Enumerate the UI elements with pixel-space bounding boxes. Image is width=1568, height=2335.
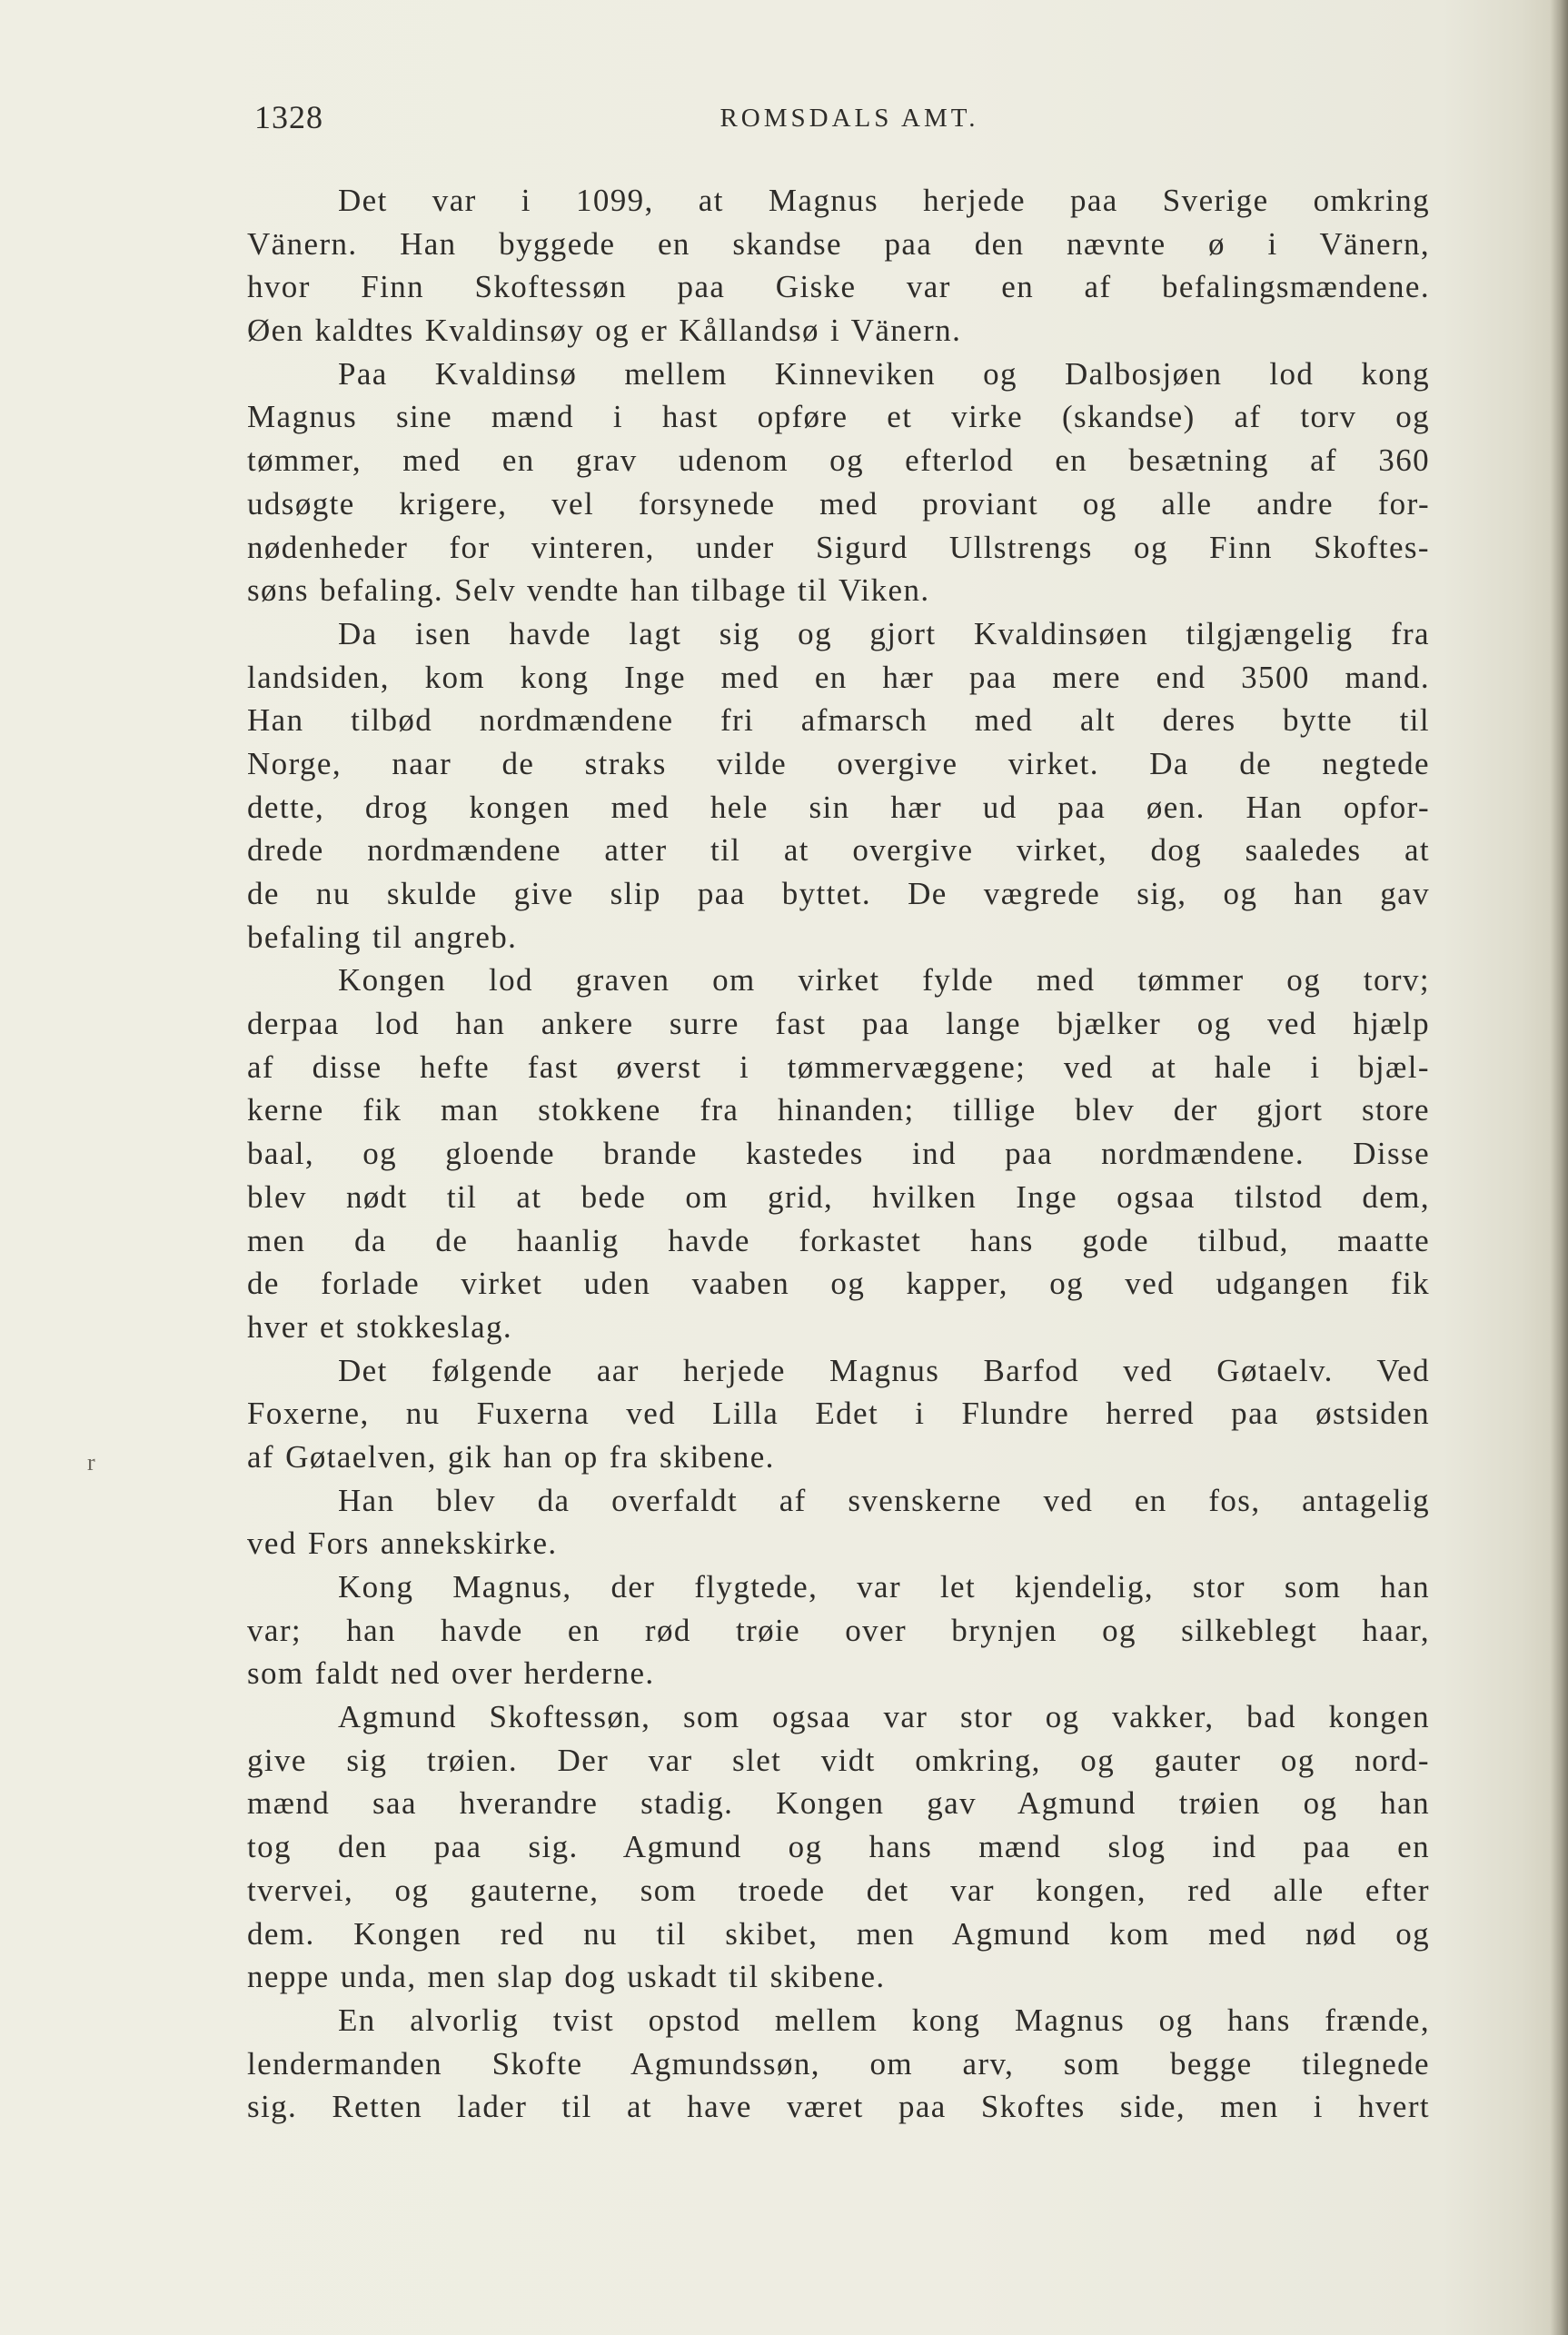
text-line: landsiden, kom kong Inge med en hær paa mere end 3500 mand.: [247, 659, 1430, 695]
text-line: befaling til angreb.: [247, 919, 518, 955]
text-line: Han tilbød nordmændene fri afmarsch med alt deres bytte til: [247, 702, 1430, 739]
text-line: hvor Finn Skoftessøn paa Giske var en af befalingsmændene.: [247, 269, 1430, 305]
text-line: baal, og gloende brande kastedes ind paa nordmændene. Disse: [247, 1136, 1430, 1172]
text-line: sig. Retten lader til at have været paa Skoftes side, men i hvert: [247, 2089, 1430, 2125]
text-line: Norge, naar de straks vilde overgive virket. Da de negtede: [247, 745, 1430, 781]
text-line: En alvorlig tvist opstod mellem kong Magnus og hans frænde,: [338, 2002, 1430, 2038]
text-line: Det var i 1099, at Magnus herjede paa Sverige omkring: [338, 183, 1430, 218]
text-line: Det følgende aar herjede Magnus Barfod ved Gøtaelv. Ved: [338, 1352, 1430, 1388]
text-line: de nu skulde give slip paa byttet. De vægrede sig, og han gav: [247, 876, 1430, 911]
text-line: ved Fors annekskirke.: [247, 1525, 558, 1562]
text-line: Øen kaldtes Kvaldinsøy og er Kållandsø i Vänern.: [247, 313, 962, 349]
running-head: ROMSDALS AMT.: [719, 104, 979, 133]
text-line: dem. Kongen red nu til skibet, men Agmund kom med nød og: [247, 1915, 1430, 1952]
text-line: derpaa lod han ankere surre fast paa lange bjælker og ved hjælp: [247, 1006, 1430, 1042]
body-text: [247, 179, 1430, 2129]
text-line: Foxerne, nu Fuxerna ved Lilla Edet i Flundre herred paa østsiden: [247, 1396, 1430, 1432]
text-line: Agmund Skoftessøn, som ogsaa var stor og vakker, bad kongen: [338, 1699, 1430, 1735]
text-line: hver et stokkeslag.: [247, 1308, 513, 1345]
text-line: Han blev da overfaldt af svenskerne ved en fos, antagelig: [338, 1482, 1430, 1518]
text-line: udsøgte krigere, vel forsynede med proviant og alle andre for-: [247, 485, 1430, 522]
text-line: Da isen havde lagt sig og gjort Kvaldinsøen tilgjængelig fra: [338, 615, 1430, 651]
text-line: drede nordmændene atter til at overgive virket, dog saaledes at: [247, 832, 1430, 869]
text-line: Kong Magnus, der flygtede, var let kjendelig, stor som han: [338, 1569, 1430, 1605]
text-line: give sig trøien. Der var slet vidt omkring, og gauter og nord-: [247, 1742, 1430, 1778]
text-line: Vänern. Han byggede en skandse paa den nævnte ø i Vänern,: [247, 225, 1430, 262]
text-line: neppe unda, men slap dog uskadt til skibene.: [247, 1959, 886, 1995]
text-line: tvervei, og gauterne, som troede det var kongen, red alle efter: [247, 1872, 1430, 1908]
text-line: Magnus sine mænd i hast opføre et virke (skandse) af torv og: [247, 399, 1430, 435]
text-line: dette, drog kongen med hele sin hær ud paa øen. Han opfor-: [247, 789, 1430, 825]
text-line: tømmer, med en grav udenom og efterlod en besætning af 360: [247, 442, 1430, 479]
text-line: blev nødt til at bede om grid, hvilken Inge ogsaa tilstod dem,: [247, 1178, 1430, 1215]
page-header: [254, 98, 1444, 144]
page-number: 1328: [254, 99, 323, 135]
text-line: søns befaling. Selv vendte han tilbage til Viken.: [247, 572, 930, 609]
text-line: de forlade virket uden vaaben og kapper, og ved udgangen fik: [247, 1266, 1430, 1302]
text-line: af disse hefte fast øverst i tømmervæggene; ved at hale i bjæl-: [247, 1048, 1430, 1085]
text-line: som faldt ned over herderne.: [247, 1655, 655, 1692]
text-line: mænd saa hverandre stadig. Kongen gav Agmund trøien og han: [247, 1785, 1430, 1822]
text-line: Paa Kvaldinsø mellem Kinneviken og Dalbosjøen lod kong: [338, 355, 1430, 392]
page-edge: [1550, 0, 1568, 2335]
text-line: tog den paa sig. Agmund og hans mænd slog ind paa en: [247, 1829, 1430, 1865]
text-line: Kongen lod graven om virket fylde med tømmer og torv;: [338, 962, 1430, 999]
text-line: var; han havde en rød trøie over brynjen og silkeblegt haar,: [247, 1612, 1430, 1648]
text-line: kerne fik man stokkene fra hinanden; tillige blev der gjort store: [247, 1092, 1430, 1128]
margin-mark: r: [87, 1449, 95, 1476]
text-line: lendermanden Skofte Agmundssøn, om arv, som begge tilegnede: [247, 2045, 1430, 2082]
text-line: men da de haanlig havde forkastet hans gode tilbud, maatte: [247, 1222, 1430, 1258]
text-line: af Gøtaelven, gik han op fra skibene.: [247, 1438, 775, 1475]
text-line: nødenheder for vinteren, under Sigurd Ullstrengs og Finn Skoftes-: [247, 529, 1430, 565]
